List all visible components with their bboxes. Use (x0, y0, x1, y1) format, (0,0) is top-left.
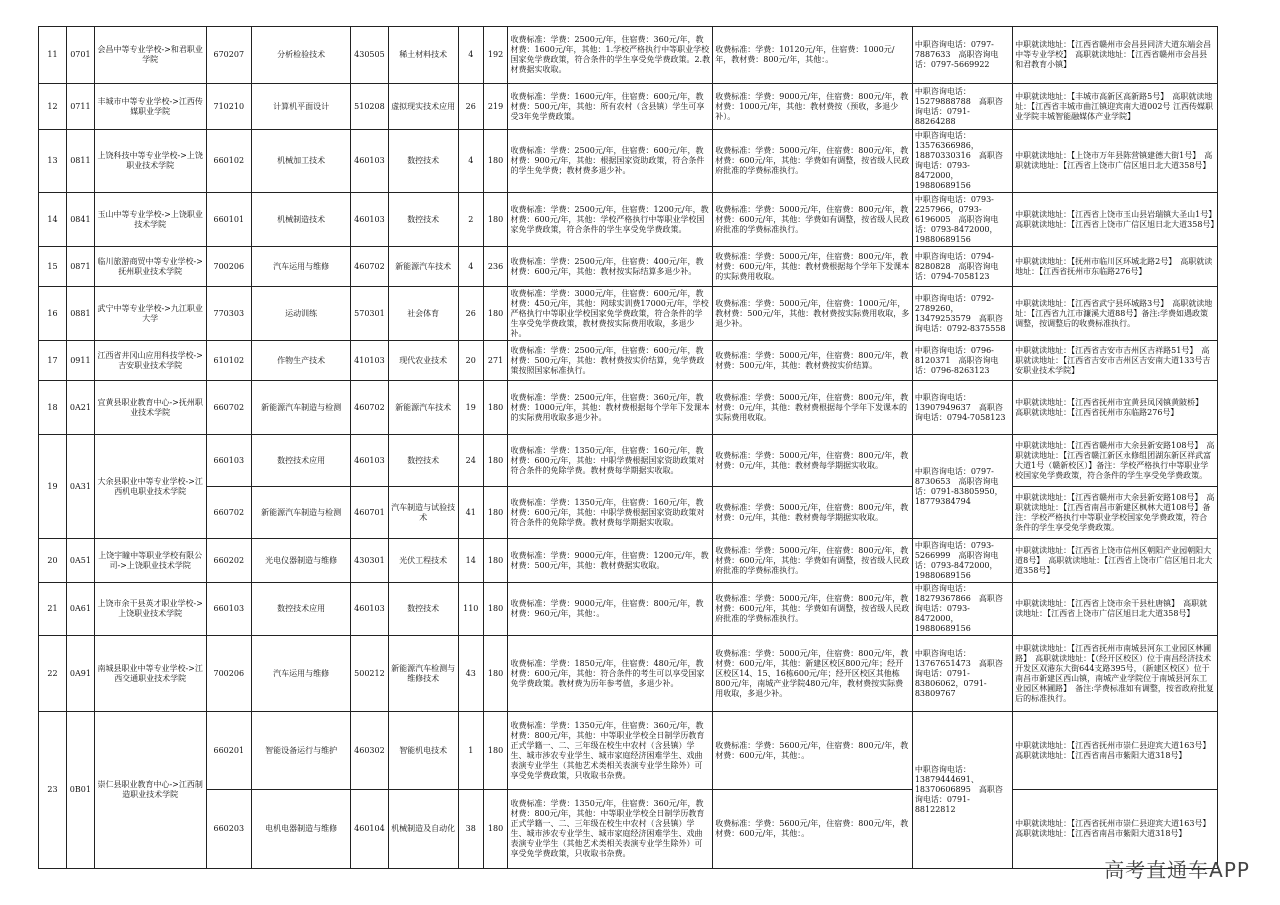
min-score: 180 (483, 712, 508, 790)
quota: 110 (458, 583, 483, 636)
row-number: 16 (39, 287, 67, 341)
mid-major-code: 610102 (206, 341, 252, 381)
school-name: 宜黄县职业教育中心->抚州职业技术学院 (94, 381, 206, 435)
high-major-code: 460702 (351, 381, 388, 435)
mid-fee-standard: 收费标准：学费：1350元/年，住宿费：160元/年，教材费：600元/年，其他：中职学费根据国家资助政策对符合条件的免除学费。教材费每学期据实收取。 (508, 435, 713, 487)
table-row (39, 27, 1218, 84)
mid-major-name: 智能设备运行与维护 (252, 712, 351, 790)
mid-major-code: 660702 (206, 381, 252, 435)
school-name: 会昌中等专业学校->和君职业学院 (94, 27, 206, 84)
min-score: 180 (483, 130, 508, 193)
study-address: 中职就读地址：【江西省上饶市余干县杜唐镇】 高职就读地址：【江西省上饶市广信区旭日北大道358号】 (1013, 583, 1218, 636)
high-major-name: 数控技术 (388, 130, 458, 193)
table-row (39, 712, 1218, 790)
table-row (39, 287, 1218, 341)
row-number: 21 (39, 583, 67, 636)
school-name: 上饶市余干县英才职业学校->上饶职业技术学院 (94, 583, 206, 636)
high-major-code: 460103 (351, 435, 388, 487)
quota: 2 (458, 193, 483, 247)
mid-major-name: 数控技术应用 (252, 435, 351, 487)
consult-phone: 中职咨询电话：0792-2789260，13479253579 高职咨询电话：0792-8375558 (912, 287, 1012, 341)
study-address: 中职就读地址：【江西省抚州市崇仁县迎宾大道163号】 高职就读地址：【江西省南昌市紫阳大道318号】 (1013, 790, 1218, 869)
mid-major-name: 机械制造技术 (252, 193, 351, 247)
mid-fee-standard: 收费标准：学费：2500元/年，住宿费：400元/年，教材费：600元/年，其他：教材按实际结算多退少补。 (508, 247, 713, 287)
mid-major-code: 700206 (206, 247, 252, 287)
mid-major-code: 660102 (206, 130, 252, 193)
consult-phone: 中职咨询电话：0793-2257966，0793-6196005 高职咨询电话：0793-8472000，19880689156 (912, 193, 1012, 247)
high-major-code: 510208 (351, 84, 388, 130)
mid-major-name: 运动训练 (252, 287, 351, 341)
min-score: 271 (483, 341, 508, 381)
high-major-name: 数控技术 (388, 193, 458, 247)
table-row (39, 130, 1218, 193)
school-code: 0711 (66, 84, 94, 130)
school-name: 武宁中等专业学校->九江职业大学 (94, 287, 206, 341)
high-fee-standard: 收费标准：学费：5000元/年，住宿费：800元/年，教材费：600元/年，其他：新建区校区800元/年；经开区校区14、15、16栋600元/年；经开区校区其他栋800元/年，南城产业学院480元/年，教材费按实际费用收取，多退少补。 (713, 636, 913, 712)
min-score: 180 (483, 487, 508, 539)
school-code: 0911 (66, 341, 94, 381)
high-fee-standard: 收费标准：学费：5000元/年，住宿费：800元/年，教材费：0元/年，其他：教材费每学期据实收取。 (713, 435, 913, 487)
mid-major-name: 作物生产技术 (252, 341, 351, 381)
consult-phone: 中职咨询电话：0793-5266999 高职咨询电话：0793-8472000，19880689156 (912, 539, 1012, 583)
min-score: 180 (483, 435, 508, 487)
school-name: 上饶科技中等专业学校->上饶职业技术学院 (94, 130, 206, 193)
row-number: 12 (39, 84, 67, 130)
high-major-code: 460103 (351, 193, 388, 247)
mid-major-name: 数控技术应用 (252, 583, 351, 636)
quota: 41 (458, 487, 483, 539)
quota: 4 (458, 130, 483, 193)
high-major-code: 460701 (351, 487, 388, 539)
mid-major-name: 汽车运用与维修 (252, 636, 351, 712)
school-code: 0871 (66, 247, 94, 287)
school-name: 南城县职业中等专业学校->江西交通职业技术学院 (94, 636, 206, 712)
row-number: 17 (39, 341, 67, 381)
min-score: 236 (483, 247, 508, 287)
high-major-code: 460103 (351, 583, 388, 636)
high-major-code: 500212 (351, 636, 388, 712)
mid-fee-standard: 收费标准：学费：9000元/年，住宿费：800元/年，教材费：960元/年，其他：。 (508, 583, 713, 636)
mid-major-code: 770303 (206, 287, 252, 341)
high-major-name: 机械制造及自动化 (388, 790, 458, 869)
mid-major-code: 660702 (206, 487, 252, 539)
mid-fee-standard: 收费标准：学费：1350元/年，住宿费：360元/年，教材费：800元/年，其他：中等职业学校全日制学历教育正式学籍一、二、三年级在校生中农村（含县镇）学生、城市涉农专业学生、城市家庭经济困难学生、戏曲表演专业学生（其他艺术类相关表演专业学生除外）可享受免学费政策，只收取书杂费。 (508, 712, 713, 790)
high-fee-standard: 收费标准：学费：5000元/年，住宿费：800元/年，教材费：600元/年，其他：教材费根据每个学年下发课本的实际费用收取。 (713, 247, 913, 287)
mid-fee-standard: 收费标准：学费：2500元/年，住宿费：360元/年，教材费：1600元/年，其他：1.学校严格执行中等职业学校国家免学费政策，符合条件的学生享受免学费政策。2.教材费据实收取。 (508, 27, 713, 84)
mid-fee-standard: 收费标准：学费：1600元/年，住宿费：600元/年，教材费：500元/年，其他：所有农村（含县镇）学生可享受3年免学费政策。 (508, 84, 713, 130)
mid-major-code: 660203 (206, 790, 252, 869)
study-address: 中职就读地址：【江西省上饶市信州区朝阳产业园朝阳大道8号】 高职就读地址：【江西省上饶市广信区旭日北大道358号】 (1013, 539, 1218, 583)
min-score: 180 (483, 193, 508, 247)
high-major-name: 社会体育 (388, 287, 458, 341)
study-address: 中职就读地址：【江西省武宁县环城路3号】 高职就读地址：【江西省九江市濂溪大道88号】备注:学费如遇政策调整，按调整后的收费标准执行。 (1013, 287, 1218, 341)
mid-major-code: 660101 (206, 193, 252, 247)
mid-major-name: 机械加工技术 (252, 130, 351, 193)
row-number: 11 (39, 27, 67, 84)
table-row (39, 341, 1218, 381)
high-major-name: 虚拟现实技术应用 (388, 84, 458, 130)
consult-phone: 中职咨询电话：13907949637 高职咨询电话：0794-7058123 (912, 381, 1012, 435)
quota: 4 (458, 27, 483, 84)
high-fee-standard: 收费标准：学费：10120元/年，住宿费：1000元/年，教材费：800元/年，其他：。 (713, 27, 913, 84)
quota: 14 (458, 539, 483, 583)
high-major-code: 460104 (351, 790, 388, 869)
consult-phone: 中职咨询电话：0797-7887633 高职咨询电话：0797-5669922 (912, 27, 1012, 84)
consult-phone: 中职咨询电话：13576366986，18870330316 高职咨询电话：0793-8472000，19880689156 (912, 130, 1012, 193)
table-row (39, 193, 1218, 247)
row-number: 20 (39, 539, 67, 583)
school-code: 0A91 (66, 636, 94, 712)
table-row (39, 487, 1218, 539)
high-fee-standard: 收费标准：学费：5600元/年，住宿费：800元/年，教材费：600元/年，其他：。 (713, 712, 913, 790)
school-name: 玉山中等专业学校->上饶职业技术学院 (94, 193, 206, 247)
study-address: 中职就读地址：【江西省抚州市崇仁县迎宾大道163号】 高职就读地址：【江西省南昌市紫阳大道318号】 (1013, 712, 1218, 790)
quota: 20 (458, 341, 483, 381)
mid-major-code: 660202 (206, 539, 252, 583)
high-major-name: 新能源汽车检测与维修技术 (388, 636, 458, 712)
consult-phone: 中职咨询电话：0794-8280828 高职咨询电话：0794-7058123 (912, 247, 1012, 287)
consult-phone: 中职咨询电话：15279888788 高职咨询电话：0791-88264288 (912, 84, 1012, 130)
admission-table (38, 26, 1221, 869)
study-address: 中职就读地址：【江西省吉安市吉州区吉祥路51号】 高职就读地址：【江西省吉安市吉州区吉安南大道133号吉安职业技术学院】 (1013, 341, 1218, 381)
mid-major-name: 新能源汽车制造与检测 (252, 487, 351, 539)
high-fee-standard: 收费标准：学费：5600元/年，住宿费：800元/年，教材费：600元/年，其他：。 (713, 790, 913, 869)
min-score: 180 (483, 636, 508, 712)
quota: 4 (458, 247, 483, 287)
mid-fee-standard: 收费标准：学费：2500元/年，住宿费：360元/年，教材费：1000元/年，其他：教材费根据每个学年下发课本的实际费用收取多退少补。 (508, 381, 713, 435)
school-code: 0701 (66, 27, 94, 84)
school-code: 0A21 (66, 381, 94, 435)
row-number: 18 (39, 381, 67, 435)
high-major-name: 光伏工程技术 (388, 539, 458, 583)
quota: 1 (458, 712, 483, 790)
mid-major-code: 700206 (206, 636, 252, 712)
consult-phone: 中职咨询电话：13767651473 高职咨询电话：0791-83806062，0791-83809767 (912, 636, 1012, 712)
high-fee-standard: 收费标准：学费：5000元/年，住宿费：800元/年，教材费：600元/年，其他：学费如有调整，按省级人民政府批准的学费标准执行。 (713, 193, 913, 247)
min-score: 180 (483, 539, 508, 583)
school-code: 0811 (66, 130, 94, 193)
school-name: 临川旅游商贸中等专业学校->抚州职业技术学院 (94, 247, 206, 287)
mid-major-code: 660103 (206, 583, 252, 636)
school-code: 0A51 (66, 539, 94, 583)
mid-fee-standard: 收费标准：学费：1350元/年，住宿费：160元/年，教材费：600元/年，其他：中职学费根据国家资助政策对符合条件的免除学费。教材费每学期据实收取。 (508, 487, 713, 539)
mid-fee-standard: 收费标准：学费：1350元/年，住宿费：360元/年，教材费：800元/年，其他：中等职业学校全日制学历教育正式学籍一、二、三年级在校生中农村（含县镇）学生、城市涉农专业学生、城市家庭经济困难学生、戏曲表演专业学生（其他艺术类相关表演专业学生除外）可享受免学费政策，只收取书杂费。 (508, 790, 713, 869)
high-major-name: 数控技术 (388, 583, 458, 636)
school-code: 0A61 (66, 583, 94, 636)
school-code: 0841 (66, 193, 94, 247)
mid-major-name: 计算机平面设计 (252, 84, 351, 130)
high-fee-standard: 收费标准：学费：5000元/年，住宿费：800元/年，教材费：600元/年，其他：学费如有调整，按省级人民政府批准的学费标准执行。 (713, 130, 913, 193)
high-major-code: 410103 (351, 341, 388, 381)
high-major-code: 460103 (351, 130, 388, 193)
row-number: 23 (39, 712, 67, 869)
row-number: 13 (39, 130, 67, 193)
mid-fee-standard: 收费标准：学费：9000元/年，住宿费：1200元/年，教材费：500元/年，其他：教材费据实收取。 (508, 539, 713, 583)
school-name: 江西省井冈山应用科技学校->吉安职业技术学院 (94, 341, 206, 381)
quota: 43 (458, 636, 483, 712)
mid-major-code: 660201 (206, 712, 252, 790)
mid-major-name: 新能源汽车制造与检测 (252, 381, 351, 435)
quota: 26 (458, 84, 483, 130)
consult-phone: 中职咨询电话：0796-8120371 高职咨询电话：0796-8263123 (912, 341, 1012, 381)
min-score: 192 (483, 27, 508, 84)
study-address: 中职就读地址：【丰城市高新区高新路5号】 高职就读地址：【江西省丰城市曲江镇迎宾南大道002号 江西传媒职业学院丰城智能融媒体产业学院】 (1013, 84, 1218, 130)
high-major-code: 430505 (351, 27, 388, 84)
high-major-name: 现代农业技术 (388, 341, 458, 381)
high-fee-standard: 收费标准：学费：5000元/年，住宿费：800元/年，教材费：0元/年，其他：教材费每学期据实收取。 (713, 487, 913, 539)
mid-fee-standard: 收费标准：学费：3000元/年，住宿费：600元/年，教材费：450元/年，其他：网球实训费17000元/年，学校严格执行中等职业学校国家免学费政策，符合条件的学生享受免学费政策，教材费按实际费用收取，多退少补。 (508, 287, 713, 341)
mid-fee-standard: 收费标准：学费：1850元/年，住宿费：480元/年，教材费：600元/年，其他：符合条件的考生可以享受国家免学费政策。教材费为历年参考值，多退少补。 (508, 636, 713, 712)
study-address: 中职就读地址：【江西省赣州市大余县新安路108号】 高职就读地址：【江西省赣江新区永修组团湖东新区祥武富大道1号（赣新校区）】备注：学校严格执行中等职业学校国家免学费政策，符合条件的学生享受免学费政策。 (1013, 435, 1218, 487)
row-number: 15 (39, 247, 67, 287)
study-address: 中职就读地址：【江西省抚州市宜黄县凤冈镇黄陂桥】 高职就读地址：【江西省抚州市东临路276号】 (1013, 381, 1218, 435)
high-major-code: 460302 (351, 712, 388, 790)
mid-fee-standard: 收费标准：学费：2500元/年，住宿费：600元/年，教材费：500元/年，其他：教材费按实价结算，免学费政策按照国家标准执行。 (508, 341, 713, 381)
mid-major-code: 670207 (206, 27, 252, 84)
study-address: 中职就读地址：【江西省上饶市玉山县岩瑞镇大圣山1号】 高职就读地址：【江西省上饶市广信区旭日北大道358号】 (1013, 193, 1218, 247)
mid-major-code: 710210 (206, 84, 252, 130)
row-number: 22 (39, 636, 67, 712)
high-major-name: 新能源汽车技术 (388, 247, 458, 287)
mid-major-name: 电机电器制造与维修 (252, 790, 351, 869)
mid-major-name: 光电仪器制造与维修 (252, 539, 351, 583)
high-major-name: 智能机电技术 (388, 712, 458, 790)
table-row (39, 435, 1218, 487)
quota: 24 (458, 435, 483, 487)
table-row (39, 790, 1218, 869)
quota: 19 (458, 381, 483, 435)
high-fee-standard: 收费标准：学费：9000元/年，住宿费：800元/年，教材费：1000元/年，其他：教材费按（预收，多退少补）。 (713, 84, 913, 130)
high-major-code: 570301 (351, 287, 388, 341)
school-name: 丰城市中等专业学校->江西传媒职业学院 (94, 84, 206, 130)
consult-phone: 中职咨询电话：0797-8730653 高职咨询电话：0791-83805950，18779384794 (912, 435, 1012, 539)
study-address: 中职就读地址：【上饶市万年县陈营镇建德大街1号】 高职就读地址：【江西省上饶市广信区旭日北大道358号】 (1013, 130, 1218, 193)
min-score: 219 (483, 84, 508, 130)
school-name: 崇仁县职业教育中心->江西制造职业技术学院 (94, 712, 206, 869)
table-row (39, 247, 1218, 287)
school-name: 上饶宇瞳中等职业学校有限公司->上饶职业技术学院 (94, 539, 206, 583)
mid-fee-standard: 收费标准：学费：2500元/年，住宿费：600元/年，教材费：900元/年，其他：根据国家资助政策，符合条件的学生免学费；教材费多退少补。 (508, 130, 713, 193)
study-address: 中职就读地址：【抚州市临川区环城北路2号】 高职就读地址：【江西省抚州市东临路276号】 (1013, 247, 1218, 287)
table-row (39, 636, 1218, 712)
min-score: 180 (483, 381, 508, 435)
school-code: 0B01 (66, 712, 94, 869)
mid-major-code: 660103 (206, 435, 252, 487)
min-score: 180 (483, 583, 508, 636)
high-fee-standard: 收费标准：学费：5000元/年，住宿费：800元/年，教材费：0元/年，其他：教材费根据每个学年下发课本的实际费用收取。 (713, 381, 913, 435)
admission-table-body (39, 27, 1221, 869)
watermark: 高考直通车APP (1104, 858, 1250, 882)
mid-major-name: 分析检验技术 (252, 27, 351, 84)
consult-phone: 中职咨询电话：18279367866 高职咨询电话：0793-8472000，19880689156 (912, 583, 1012, 636)
table-row (39, 84, 1218, 130)
high-major-code: 430301 (351, 539, 388, 583)
high-fee-standard: 收费标准：学费：5000元/年，住宿费：800元/年，教材费：600元/年，其他：学费如有调整，按省级人民政府批准的学费标准执行。 (713, 539, 913, 583)
study-address: 中职就读地址：【江西省赣州市大余县新安路108号】 高职就读地址：【江西省南昌市新建区枫林大道108号】备注：学校严格执行中等职业学校国家免学费政策，符合条件的学生享受免学费政策。 (1013, 487, 1218, 539)
mid-fee-standard: 收费标准：学费：2500元/年，住宿费：1200元/年，教材费：600元/年，其他：学校严格执行中等职业学校国家免学费政策，符合条件的学生享受免学费政策。 (508, 193, 713, 247)
quota: 38 (458, 790, 483, 869)
mid-major-name: 汽车运用与维修 (252, 247, 351, 287)
school-code: 0881 (66, 287, 94, 341)
min-score: 180 (483, 287, 508, 341)
high-major-name: 数控技术 (388, 435, 458, 487)
school-name: 大余县职业中等专业学校->江西机电职业技术学院 (94, 435, 206, 539)
high-fee-standard: 收费标准：学费：5000元/年，住宿费：800元/年，教材费：500元/年，其他：教材费按实价结算。 (713, 341, 913, 381)
table-row (39, 583, 1218, 636)
high-major-code: 460702 (351, 247, 388, 287)
quota: 26 (458, 287, 483, 341)
high-fee-standard: 收费标准：学费：5000元/年，住宿费：1000元/年，教材费：500元/年，其他：教材费按实际费用收取，多退少补。 (713, 287, 913, 341)
high-fee-standard: 收费标准：学费：5000元/年，住宿费：800元/年，教材费：600元/年，其他：学费如有调整，按省级人民政府批准的学费标准执行。 (713, 583, 913, 636)
consult-phone: 中职咨询电话：13879444691、18370606895 高职咨询电话：0791-88122812 (912, 712, 1012, 869)
table-row (39, 539, 1218, 583)
high-major-name: 稀土材料技术 (388, 27, 458, 84)
study-address: 中职就读地址：【江西省抚州市南城县河东工业园区林圃路】 高职就读地址：【（经开区校区）位于南昌经济技术开发区双港东大街644支路395号，（新建区校区）位于南昌市新建区西山镇，南城产业学院位于南城县河东工业园区林圃路】 备注:学费标准如有调整，按省政府批复后的标准执行。 (1013, 636, 1218, 712)
min-score: 180 (483, 790, 508, 869)
school-code: 0A31 (66, 435, 94, 539)
high-major-name: 汽车制造与试验技术 (388, 487, 458, 539)
high-major-name: 新能源汽车技术 (388, 381, 458, 435)
table-row (39, 381, 1218, 435)
study-address: 中职就读地址：【江西省赣州市会昌县同济大道东端会昌中等专业学校】 高职就读地址：【江西省赣州市会昌县和君教育小镇】 (1013, 27, 1218, 84)
row-number: 14 (39, 193, 67, 247)
row-number: 19 (39, 435, 67, 539)
